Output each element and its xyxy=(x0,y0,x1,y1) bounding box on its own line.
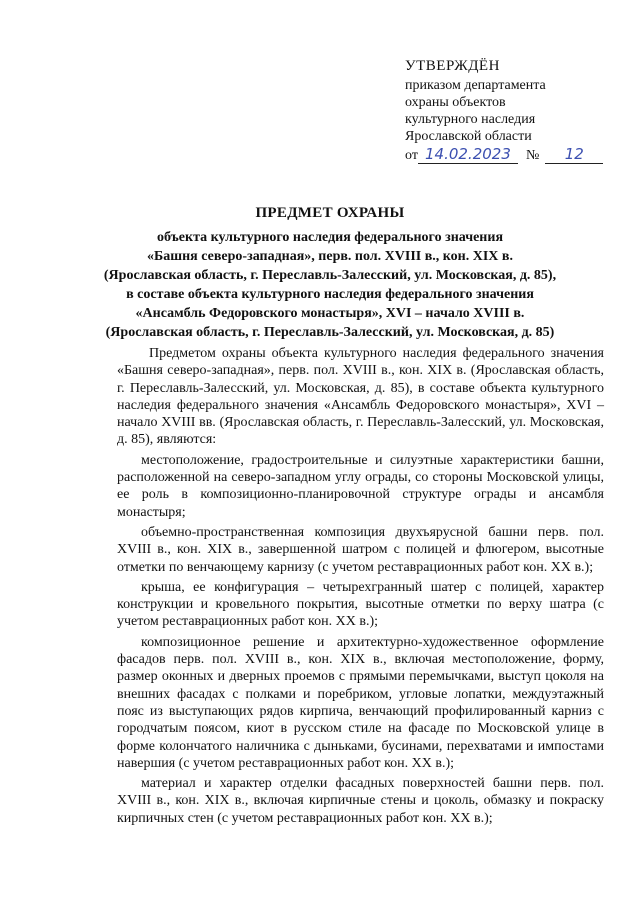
date-blank xyxy=(418,146,518,164)
approval-line: культурного наследия xyxy=(405,112,536,127)
number-blank xyxy=(545,146,603,164)
document-title: ПРЕДМЕТ ОХРАНЫ xyxy=(255,205,405,221)
subtitle-line: «Ансамбль Федоровского монастыря», XVI – начало XVIII в. xyxy=(135,306,525,321)
subtitle-line: в составе объекта культурного наследия федерального значения xyxy=(126,287,534,302)
handwritten-date: 14.02.2023 xyxy=(424,145,511,163)
approval-stamp xyxy=(405,58,620,164)
approval-heading: УТВЕРЖДЁН xyxy=(405,58,500,74)
approval-line: приказом департамента xyxy=(405,78,546,93)
order-date-number xyxy=(405,146,620,164)
protection-item: крыша, ее конфигурация – четырехгранный шатер с полицей, характер конструкции и кровельного покрытия, высотные отметки по верху шатра (с учетом реставрационных работ кон. XX в.); xyxy=(117,579,604,630)
subtitle-line: (Ярославская область, г. Переславль-Залесский, ул. Московская, д. 85), xyxy=(103,268,557,283)
approval-line: Ярославской области xyxy=(405,129,532,144)
protection-item: композиционное решение и архитектурно-художественное оформление фасадов перв. пол. XVIII в., кон. XIX в., включая местоположение, форму, размер оконных и дверных проемов с прямыми перемычками, выступ цоколя на внешних фасадах с полками и поребриком, угловые лопатки, междуэтажный пояс из выступающих рядов кирпича, венчающий профилированный карниз с городчатым поясом, киот в русском стиле на фасаде по Московской улице в форме колончатого наличника с дыньками, бусинами, перехватами и импостами навершия (с учетом реставрационных работ кон. XX в.); xyxy=(117,634,604,771)
handwritten-number: 12 xyxy=(564,145,584,163)
protection-item: объемно-пространственная композиция двухъярусной башни перв. пол. XVIII в., кон. XIX в., завершенной шатром с полицей и флюгером, высотные отметки по венчающему карнизу (с учетом реставрационных работ кон. XX в.); xyxy=(117,524,604,575)
intro-paragraph: Предметом охраны объекта культурного наследия федерального значения «Башня северо-западная», перв. пол. XVIII в., кон. XIX в. (Ярославская область, г. Переславль-Залесский, ул. Московская, д. 85), в составе объекта культурного наследия федерального значения «Ансамбль Федоровского монастыря», XVI – начало XVIII вв. (Ярославская область, г. Переславль-Залесский, ул. Московская, д. 85), являются: xyxy=(117,346,604,448)
subtitle-line: (Ярославская область, г. Переславль-Залесский, ул. Московская, д. 85) xyxy=(105,325,555,340)
subtitle-line: «Башня северо-западная», перв. пол. XVIII в., кон. XIX в. xyxy=(147,249,513,264)
protection-item: материал и характер отделки фасадных поверхностей башни перв. пол. XVIII в., кон. XIX в., включая кирпичные стены и цоколь, обмазку и покраску кирпичных стен (с учетом реставрационных работ кон. XX в.); xyxy=(117,776,604,826)
document-title-block xyxy=(60,205,600,342)
subtitle-line: объекта культурного наследия федерального значения xyxy=(156,230,504,245)
document-body xyxy=(117,345,604,830)
number-label: № xyxy=(525,148,540,163)
protection-item: местоположение, градостроительные и силуэтные характеристики башни, расположенной на северо-западном углу ограды, со стороны Московской улицы, ее роль в композиционно-планировочной структуре ограды и ансамбля монастыря; xyxy=(117,452,604,520)
approval-line: охраны объектов xyxy=(405,95,506,110)
from-label: от xyxy=(405,148,418,163)
